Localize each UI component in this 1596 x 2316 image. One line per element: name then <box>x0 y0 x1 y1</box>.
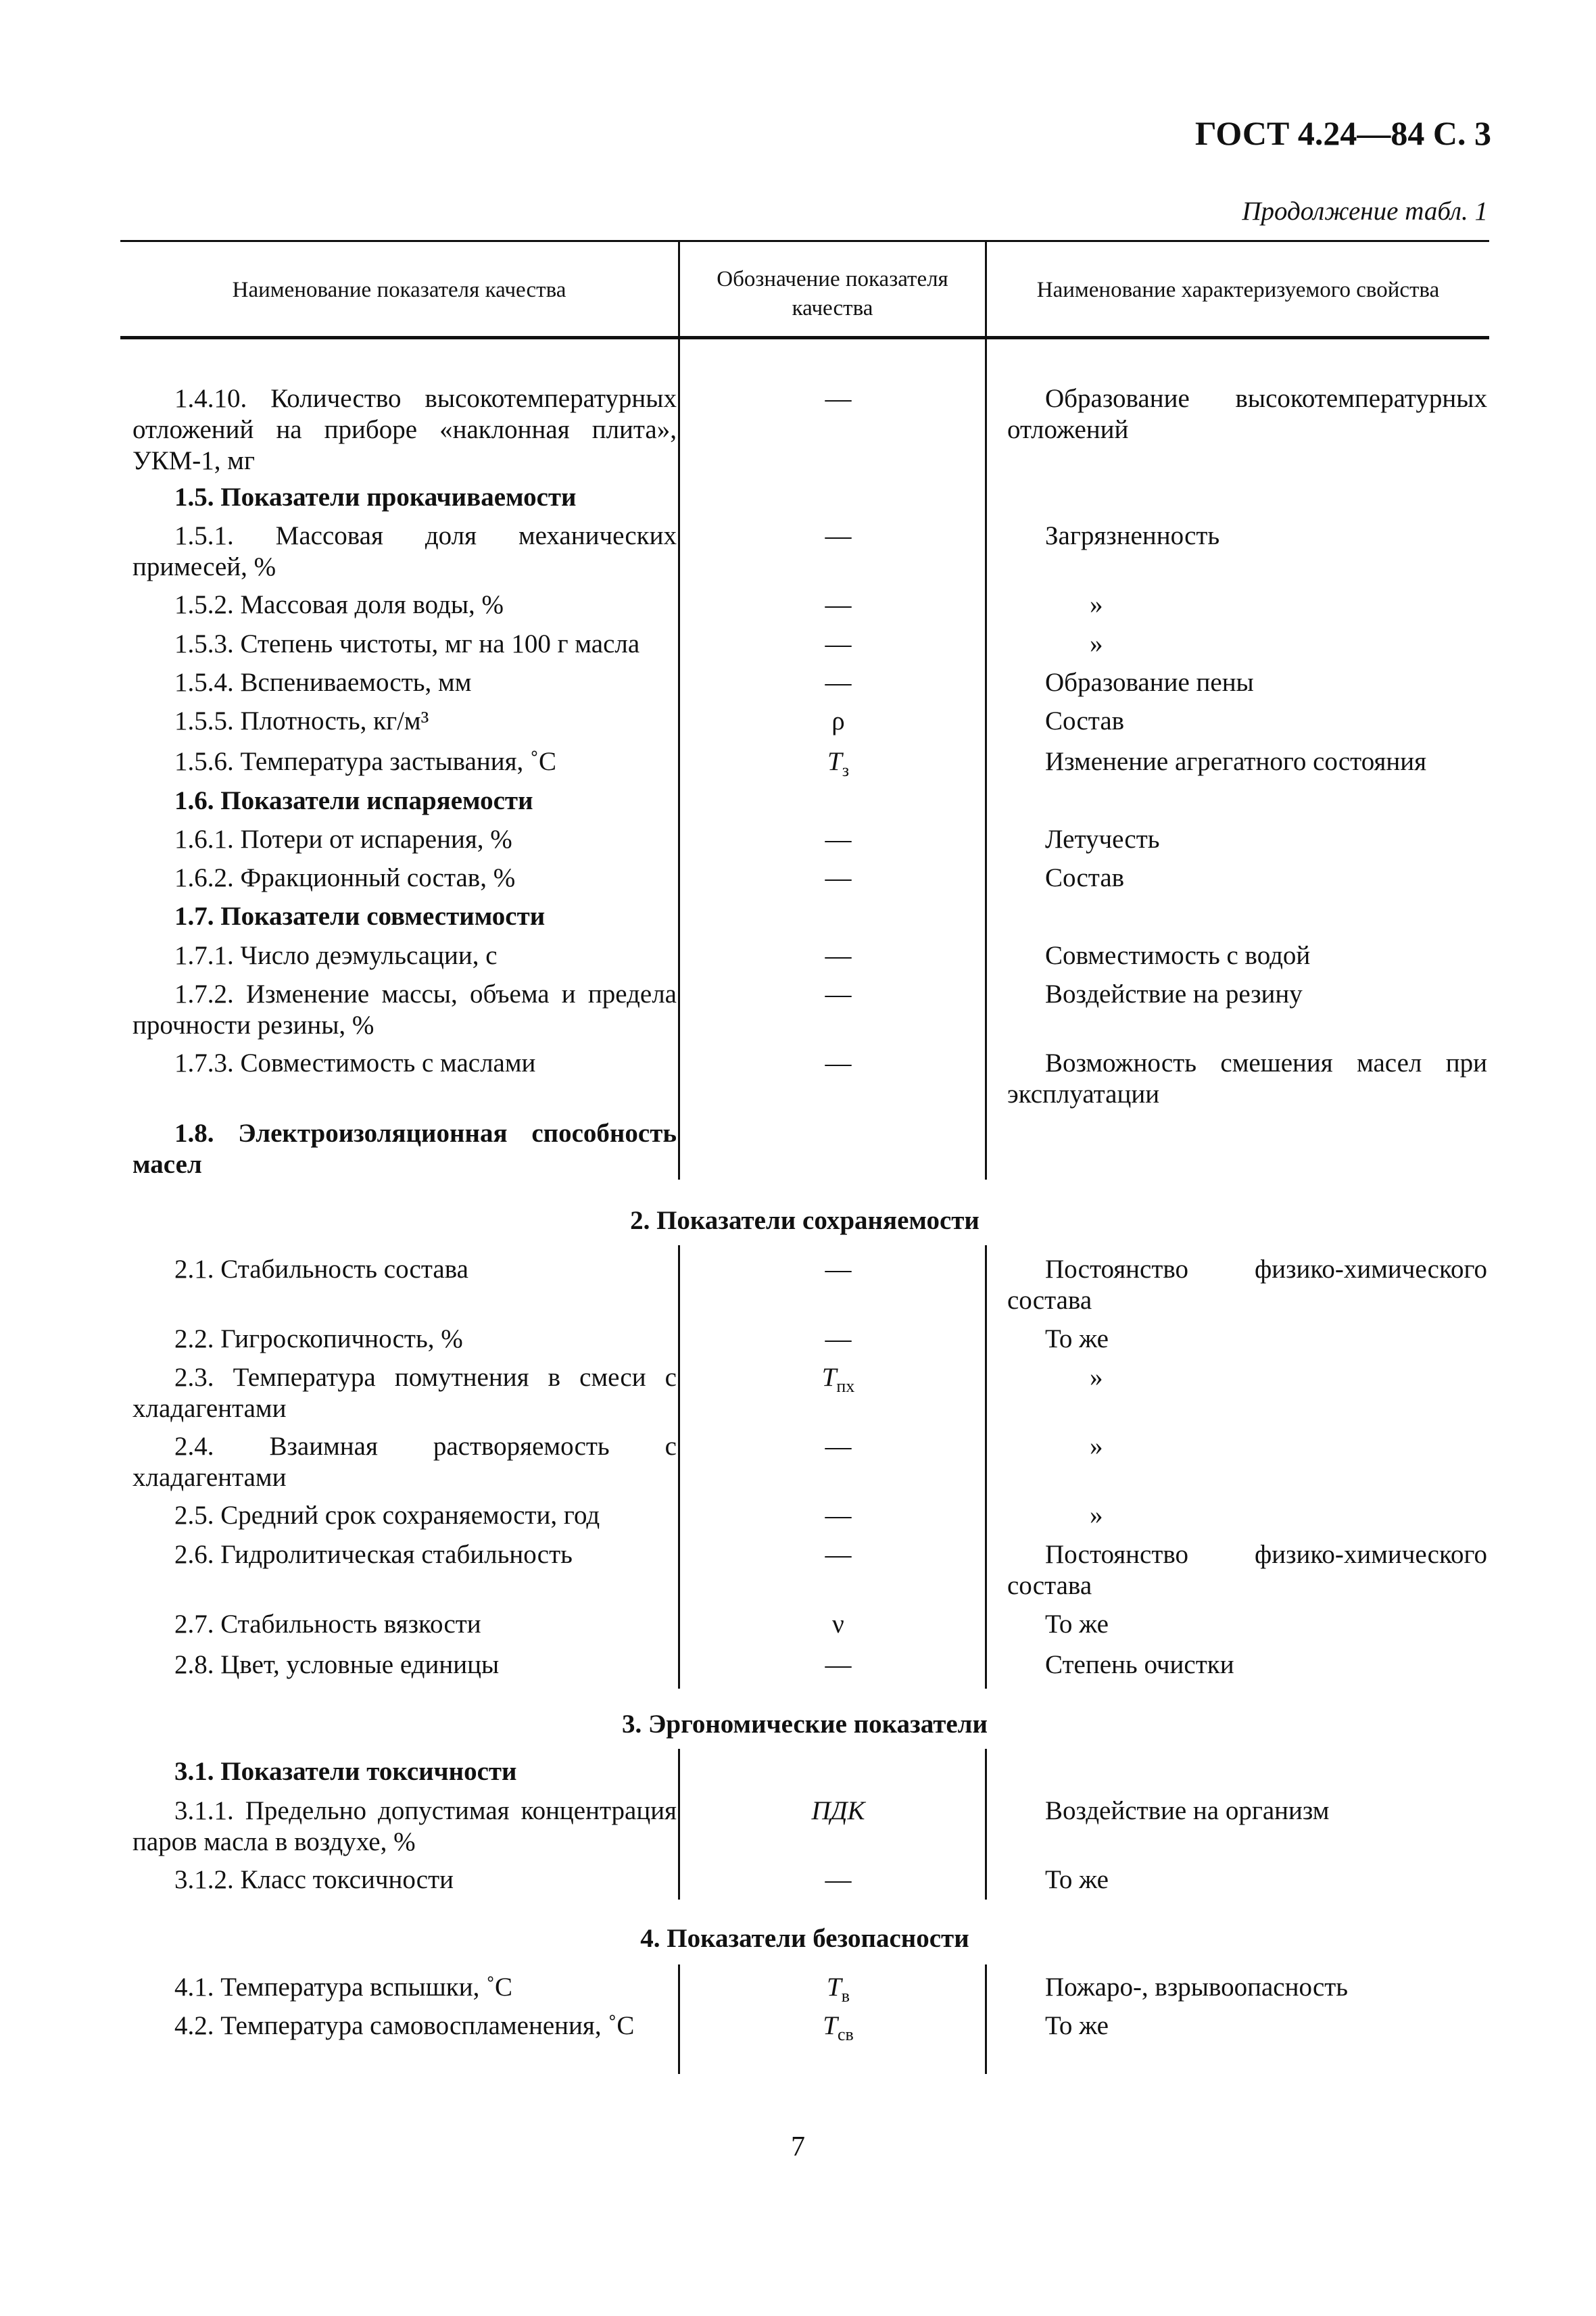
indicator-symbol: — <box>825 863 852 892</box>
indicator-name: 1.7.2. Изменение массы, объема и предела прочности резины, % <box>132 980 677 1040</box>
indicator-property: Совместимость с водой <box>1045 941 1311 970</box>
table-continuation-label: Продолжение табл. 1 <box>1242 197 1488 226</box>
indicator-property: Загрязненность <box>1045 521 1220 550</box>
indicator-symbol: — <box>825 590 852 619</box>
group-heading: 1.8. Электроизоляционная способность масел <box>132 1119 677 1179</box>
indicator-symbol: $T_з$ <box>827 747 849 780</box>
indicator-symbol: ρ <box>831 706 845 735</box>
indicator-symbol: — <box>825 941 852 970</box>
indicator-property: » <box>1090 629 1103 658</box>
section-heading: 2. Показатели сохраняемости <box>630 1206 980 1235</box>
group-heading: 1.7. Показатели совместимости <box>174 902 546 931</box>
indicator-property: Изменение агрегатного состояния <box>1045 747 1427 776</box>
indicator-property: » <box>1090 590 1103 619</box>
indicator-symbol: — <box>825 1432 852 1461</box>
indicator-symbol: — <box>825 629 852 658</box>
indicator-name: 1.5.3. Степень чистоты, мг на 100 г масла <box>174 629 640 658</box>
indicator-symbol: — <box>825 1865 852 1894</box>
indicator-symbol: ПДК <box>811 1796 865 1825</box>
indicator-symbol: — <box>825 825 852 854</box>
indicator-name: 1.5.1. Массовая доля механических примесей, % <box>132 521 677 581</box>
section-heading: 4. Показатели безопасности <box>640 1924 969 1953</box>
indicator-property: » <box>1090 1432 1103 1461</box>
indicator-symbol: — <box>825 521 852 550</box>
indicator-property: » <box>1090 1363 1103 1392</box>
section-heading: 3. Эргономические показатели <box>621 1710 988 1739</box>
indicator-property: Степень очистки <box>1045 1650 1234 1679</box>
indicator-symbol: — <box>825 1501 852 1530</box>
indicator-name: 3.1.2. Класс токсичности <box>174 1865 454 1894</box>
indicator-name: 1.5.4. Вспениваемость, мм <box>174 668 472 697</box>
indicator-property: Возможность смешения масел при эксплуатации <box>1007 1048 1487 1109</box>
indicator-name: 1.7.1. Число деэмульсации, с <box>174 941 498 970</box>
indicator-name: 2.2. Гигроскопичность, % <box>174 1324 463 1353</box>
indicator-symbol: — <box>825 668 852 697</box>
indicator-name: 3.1.1. Предельно допустимая концентрация паров масла в воздухе, % <box>132 1796 677 1856</box>
indicator-symbol: — <box>825 980 852 1009</box>
indicator-name: 1.6.1. Потери от испарения, % <box>174 825 512 854</box>
indicator-symbol: — <box>825 1255 852 1284</box>
indicator-property: Постоянство физико-химического состава <box>1007 1540 1487 1600</box>
column-divider <box>678 1964 680 2074</box>
document-header: ГОСТ 4.24—84 С. 3 <box>1194 114 1491 152</box>
indicator-property: Постоянство физико-химического состава <box>1007 1255 1487 1315</box>
indicator-property: То же <box>1045 1610 1109 1639</box>
indicator-name: 4.1. Температура вспышки, ˚С <box>174 1973 513 2002</box>
indicator-property: То же <box>1045 1865 1109 1894</box>
indicator-property: Летучесть <box>1045 825 1160 854</box>
column-divider <box>678 338 680 1180</box>
indicator-property: Образование высокотемпературных отложений <box>1007 384 1487 444</box>
indicator-name: 1.7.3. Совместимость с маслами <box>174 1048 536 1078</box>
column-header-property: Наименование характеризуемого свойства <box>1036 278 1440 302</box>
indicator-name: 4.2. Температура самовоспламенения, ˚С <box>174 2011 635 2040</box>
indicator-name: 1.6.2. Фракционный состав, % <box>174 863 516 892</box>
column-divider <box>678 1245 680 1689</box>
indicator-symbol: $T_в$ <box>827 1973 850 2006</box>
indicator-symbol: — <box>825 1048 852 1078</box>
indicator-name: 1.5.6. Температура застывания, ˚С <box>174 747 557 776</box>
indicator-name: 1.5.5. Плотность, кг/м³ <box>174 706 429 735</box>
group-heading: 3.1. Показатели токсичности <box>174 1757 517 1786</box>
indicator-property: Воздействие на организм <box>1045 1796 1330 1825</box>
indicator-property: Образование пены <box>1045 668 1254 697</box>
indicator-name: 2.4. Взаимная растворяемость с хладагентами <box>132 1432 677 1492</box>
indicator-property: Состав <box>1045 706 1125 735</box>
indicator-symbol: $T_{пх}$ <box>821 1363 855 1396</box>
indicator-symbol: — <box>825 1540 852 1569</box>
indicator-property: Воздействие на резину <box>1045 980 1303 1009</box>
indicator-name: 1.4.10. Количество высокотемпературных отложений на приборе «наклонная плита», УКМ-1, мг <box>132 384 677 475</box>
indicator-name: 2.5. Средний срок сохраняемости, год <box>174 1501 600 1530</box>
indicator-property: То же <box>1045 2011 1109 2040</box>
column-header-symbol: Обозначение показателя качества <box>717 267 948 320</box>
column-header-name: Наименование показателя качества <box>232 278 566 302</box>
indicator-symbol: $T_{св}$ <box>823 2011 854 2044</box>
column-divider <box>678 1749 680 1900</box>
group-heading: 1.5. Показатели прокачиваемости <box>174 483 577 512</box>
page-number: 7 <box>791 2131 805 2163</box>
indicator-property: Пожаро-, взрывоопасность <box>1045 1973 1349 2002</box>
indicator-name: 2.8. Цвет, условные единицы <box>174 1650 500 1679</box>
indicator-symbol: — <box>825 1324 852 1353</box>
indicator-symbol: — <box>825 1650 852 1679</box>
indicator-symbol: ν <box>832 1610 844 1639</box>
table-header-rule <box>120 336 1489 339</box>
indicator-name: 2.6. Гидролитическая стабильность <box>174 1540 573 1569</box>
indicator-name: 2.7. Стабильность вязкости <box>174 1610 481 1639</box>
indicator-symbol: — <box>825 384 852 413</box>
indicator-name: 1.5.2. Массовая доля воды, % <box>174 590 504 619</box>
indicator-property: Состав <box>1045 863 1125 892</box>
table-top-rule <box>120 240 1489 242</box>
indicator-name: 2.1. Стабильность состава <box>174 1255 468 1284</box>
indicator-property: » <box>1090 1501 1103 1530</box>
group-heading: 1.6. Показатели испаряемости <box>174 786 533 815</box>
indicator-property: То же <box>1045 1324 1109 1353</box>
indicator-name: 2.3. Температура помутнения в смеси с хладагентами <box>132 1363 677 1423</box>
